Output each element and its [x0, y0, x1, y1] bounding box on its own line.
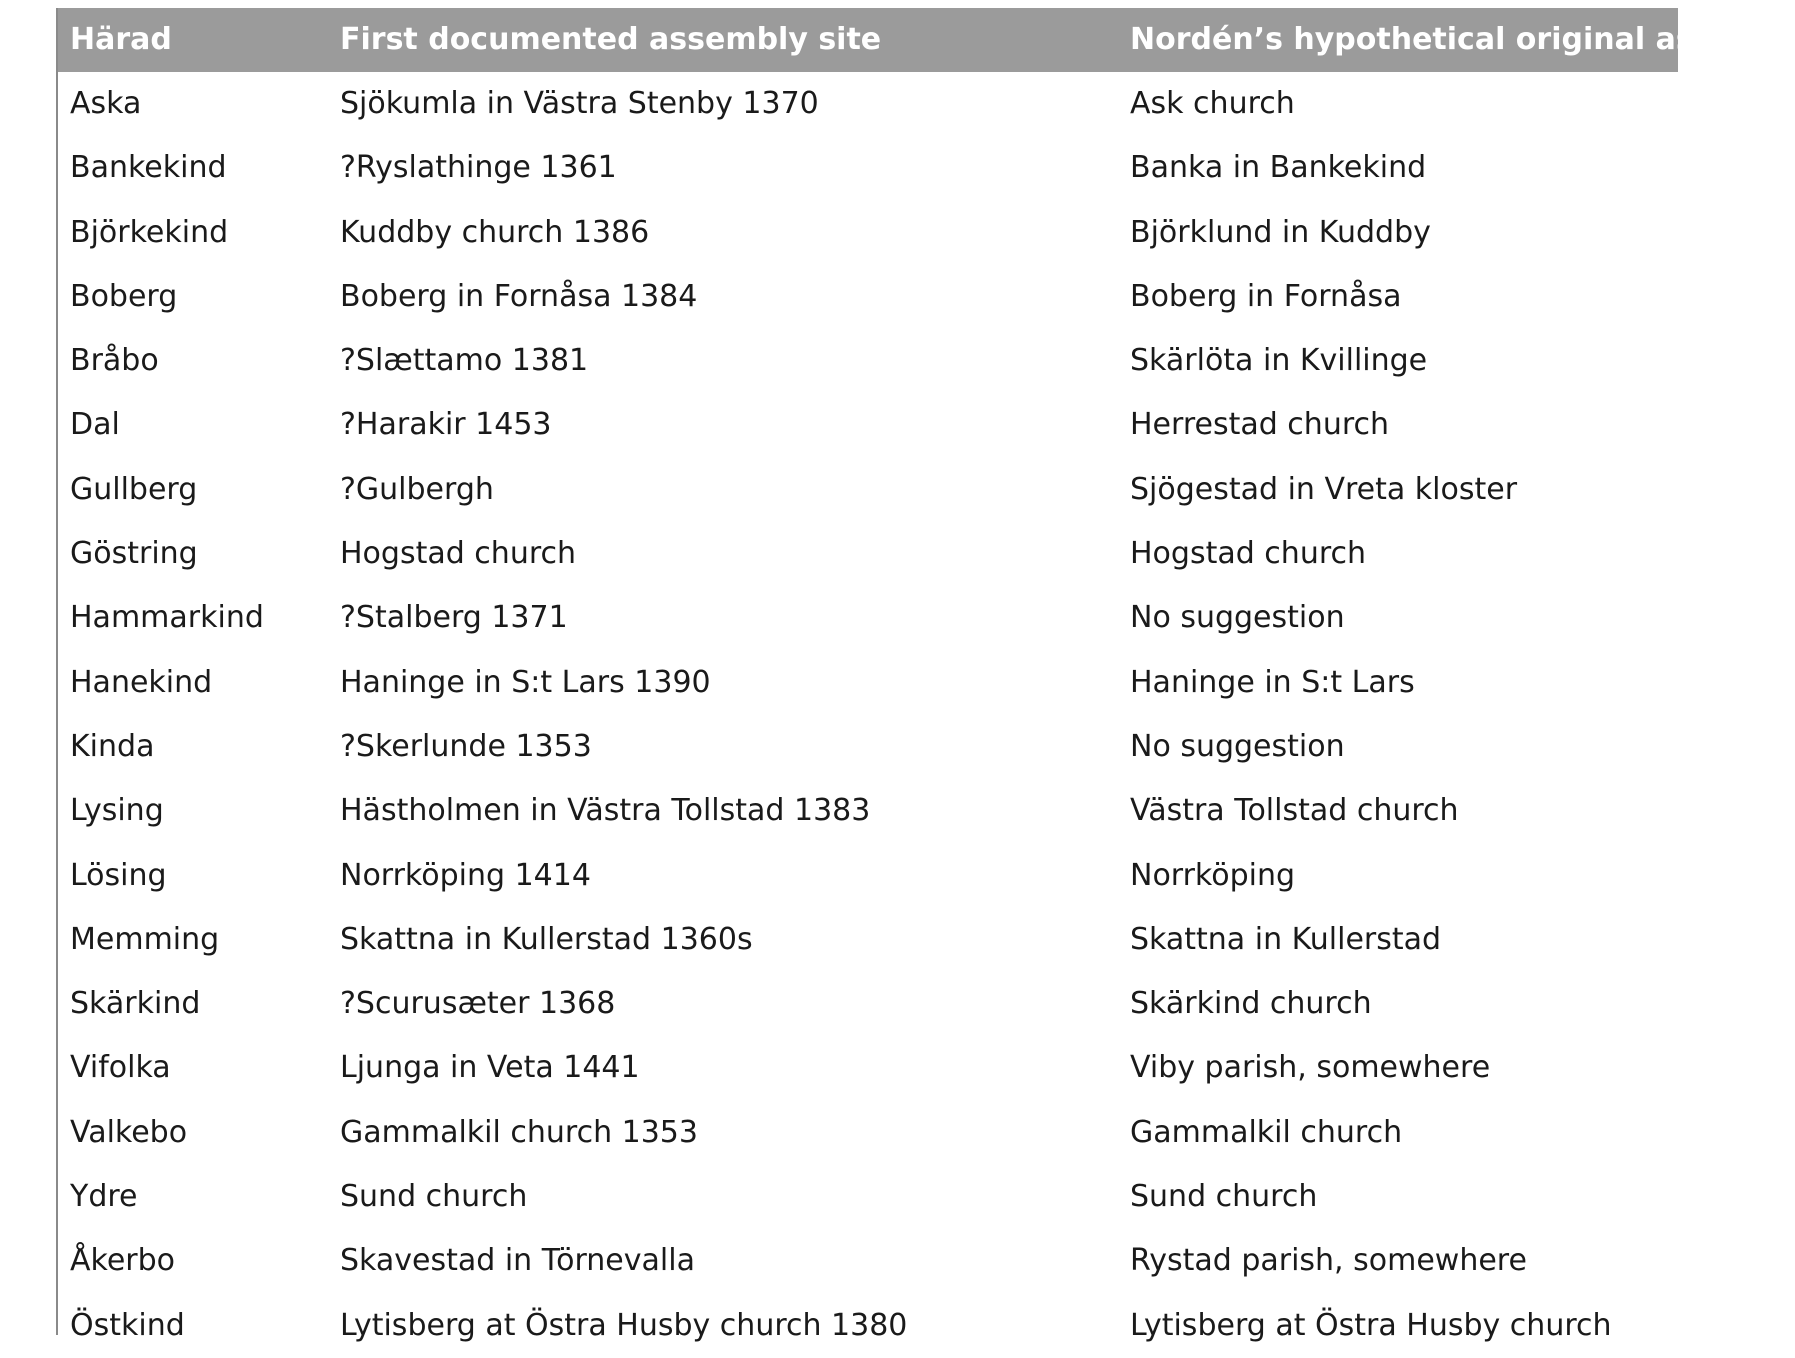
- cell-first-site: Hogstad church: [340, 536, 577, 572]
- table-row: [58, 136, 1678, 200]
- table-row: [58, 844, 1678, 908]
- cell-harad: Skärkind: [70, 986, 201, 1022]
- cell-harad: Aska: [70, 86, 142, 121]
- cell-norden: Herrestad church: [1130, 407, 1390, 443]
- cell-norden: Sund church: [1130, 1179, 1318, 1215]
- table-row: [58, 265, 1678, 329]
- cell-norden: Västra Tollstad church: [1130, 793, 1459, 829]
- cell-harad: Bråbo: [70, 343, 159, 379]
- cell-harad: Lösing: [70, 857, 167, 893]
- cell-first-site: ?Harakir 1453: [340, 407, 552, 443]
- cell-first-site: Norrköping 1414: [340, 857, 591, 893]
- cell-first-site: Boberg in Fornåsa 1384: [340, 278, 698, 314]
- header-norden: Nordén’s hypothetical original assembl: [1130, 22, 1795, 57]
- table-row: [58, 1165, 1678, 1229]
- cell-harad: Bankekind: [70, 150, 227, 186]
- cell-harad: Hammarkind: [70, 600, 264, 636]
- cell-harad: Memming: [70, 921, 220, 957]
- cell-first-site: Sjökumla in Västra Stenby 1370: [340, 86, 819, 121]
- cell-norden: No suggestion: [1130, 728, 1345, 764]
- header-harad: Härad: [70, 22, 172, 57]
- cell-harad: Lysing: [70, 793, 164, 829]
- cell-first-site: Sund church: [340, 1179, 528, 1215]
- cell-norden: Gammalkil church: [1130, 1114, 1403, 1150]
- table-row: [58, 522, 1678, 586]
- table-row: [58, 586, 1678, 650]
- cell-harad: Göstring: [70, 536, 198, 572]
- cell-first-site: Hästholmen in Västra Tollstad 1383: [340, 793, 871, 829]
- table-body: [58, 72, 1678, 1358]
- table-row: [58, 329, 1678, 393]
- table-row: [58, 779, 1678, 843]
- cell-harad: Kinda: [70, 728, 155, 764]
- cell-harad: Dal: [70, 407, 120, 443]
- cell-norden: Skärlöta in Kvillinge: [1130, 343, 1428, 379]
- cell-first-site: ?Skerlunde 1353: [340, 728, 592, 764]
- cell-first-site: Ljunga in Veta 1441: [340, 1050, 640, 1086]
- table-row: [58, 715, 1678, 779]
- table-row: [58, 1294, 1678, 1358]
- cell-harad: Gullberg: [70, 471, 198, 507]
- cell-norden: Haninge in S:t Lars: [1130, 664, 1415, 700]
- cell-first-site: Skattna in Kullerstad 1360s: [340, 921, 753, 957]
- cell-norden: Banka in Bankekind: [1130, 150, 1427, 186]
- cell-norden: Norrköping: [1130, 857, 1296, 893]
- cell-norden: Ask church: [1130, 86, 1295, 121]
- cell-norden: Lytisberg at Östra Husby church: [1130, 1307, 1612, 1343]
- cell-norden: Sjögestad in Vreta kloster: [1130, 471, 1518, 507]
- header-first-site: First documented assembly site: [340, 22, 882, 57]
- cell-first-site: ?Gulbergh: [340, 471, 494, 507]
- cell-harad: Vifolka: [70, 1050, 171, 1086]
- cell-harad: Hanekind: [70, 664, 213, 700]
- assembly-sites-table: [58, 8, 1795, 1343]
- table-row: [58, 651, 1678, 715]
- cell-norden: No suggestion: [1130, 600, 1345, 636]
- table-row: [58, 1101, 1678, 1165]
- cell-harad: Östkind: [70, 1307, 185, 1343]
- table-row: [58, 908, 1678, 972]
- cell-first-site: ?Slættamo 1381: [340, 343, 589, 379]
- cell-first-site: Haninge in S:t Lars 1390: [340, 664, 711, 700]
- table-row: [58, 393, 1678, 457]
- cell-norden: Boberg in Fornåsa: [1130, 278, 1402, 314]
- cell-norden: Skärkind church: [1130, 986, 1372, 1022]
- cell-first-site: ?Scurusæter 1368: [340, 986, 616, 1022]
- cell-norden: Skattna in Kullerstad: [1130, 921, 1442, 957]
- cell-first-site: Gammalkil church 1353: [340, 1114, 698, 1150]
- cell-norden: Rystad parish, somewhere: [1130, 1243, 1527, 1279]
- cell-harad: Åkerbo: [70, 1243, 176, 1279]
- table-row: [58, 458, 1678, 522]
- cell-norden: Hogstad church: [1130, 536, 1367, 572]
- cell-norden: Viby parish, somewhere: [1130, 1050, 1491, 1086]
- cell-harad: Ydre: [70, 1179, 138, 1215]
- table-row: [58, 1229, 1678, 1293]
- cell-harad: Björkekind: [70, 214, 229, 250]
- cell-norden: Björklund in Kuddby: [1130, 214, 1431, 250]
- table-row: [58, 1036, 1678, 1100]
- cell-first-site: Lytisberg at Östra Husby church 1380: [340, 1307, 908, 1343]
- table-header: [58, 8, 1795, 72]
- table-row: [58, 972, 1678, 1036]
- cell-first-site: ?Ryslathinge 1361: [340, 150, 617, 186]
- cell-harad: Valkebo: [70, 1114, 188, 1150]
- table-row: [58, 201, 1678, 265]
- cell-first-site: ?Stalberg 1371: [340, 600, 568, 636]
- table-row: [58, 72, 1678, 136]
- cell-first-site: Kuddby church 1386: [340, 214, 650, 250]
- cell-harad: Boberg: [70, 278, 178, 314]
- cell-first-site: Skavestad in Törnevalla: [340, 1243, 695, 1279]
